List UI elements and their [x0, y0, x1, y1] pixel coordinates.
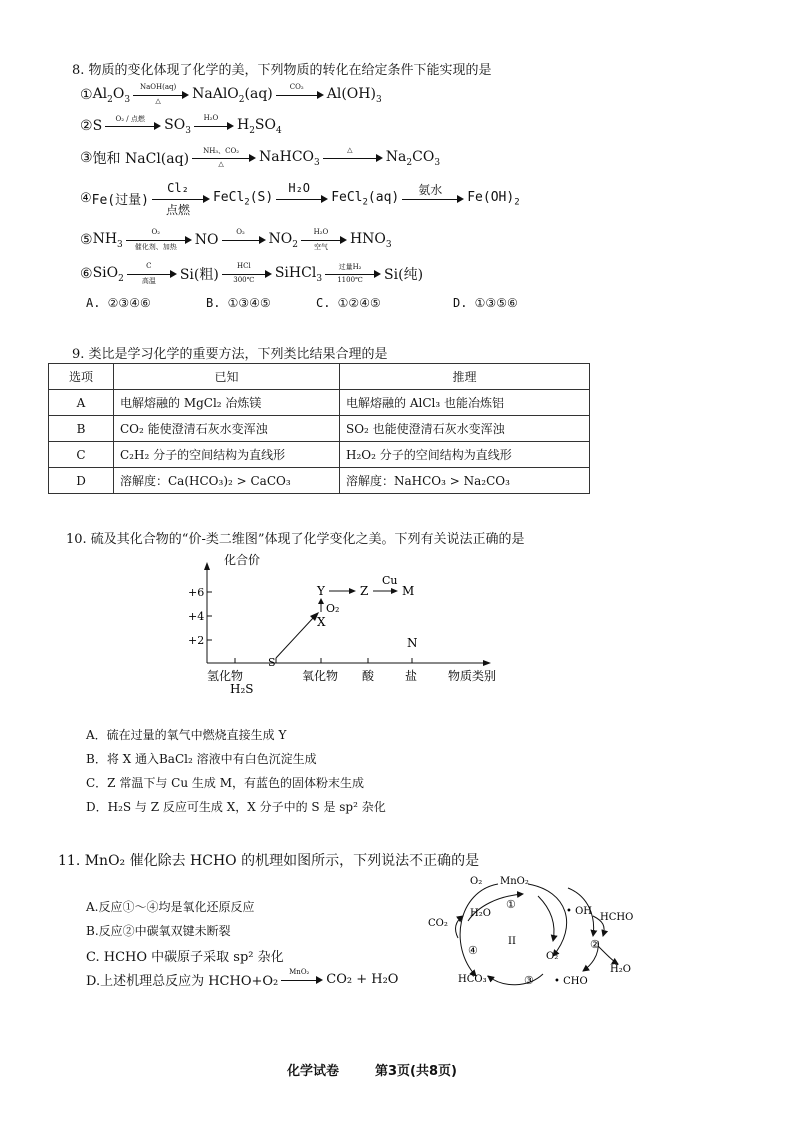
- x-axis-label: 物质类别: [448, 669, 497, 683]
- reaction-arrow: MnO₂: [281, 971, 323, 989]
- label-h2o-right: H₂O: [610, 964, 631, 975]
- reaction-arrow: △: [323, 149, 383, 167]
- y-axis-label: 化合价: [224, 553, 261, 567]
- y-tick: +2: [188, 634, 205, 647]
- point-z: Z: [360, 584, 369, 598]
- q8-reaction-4: ④ Fe(过量) Cl₂ 点燃 FeCl$_2$(S) H₂O FeCl$_2$(aq) 氨水 $Fe(OH)_2$: [80, 180, 520, 217]
- label-hco3: HCO₃⁻: [458, 974, 492, 985]
- step-4: ④: [468, 944, 478, 957]
- table-header-row: [49, 364, 590, 390]
- x-category: 氢化物: [207, 669, 244, 683]
- q8-option-c[interactable]: C. ①②④⑤: [316, 296, 381, 310]
- point-s: S: [268, 656, 276, 669]
- reaction-arrow: H₂O: [276, 190, 328, 208]
- reaction-arrow: NH₃、CO₂ △: [192, 149, 256, 167]
- q11-option-a[interactable]: A.反应①～④均是氧化还原反应: [86, 900, 255, 914]
- q9-stem: 9. 类比是学习化学的重要方法，下列类比结果合理的是: [72, 347, 388, 362]
- cell-known: CO₂ 能使澄清石灰水变浑浊: [114, 416, 340, 442]
- footer-page-number: 第3页(共8页): [375, 1064, 457, 1079]
- cell-option: D: [49, 468, 114, 494]
- label-co2: CO₂: [428, 918, 448, 929]
- point-y: Y: [317, 584, 325, 598]
- reaction-arrow: H₂O 空气: [301, 231, 347, 249]
- q11-option-d[interactable]: [86, 967, 399, 989]
- step-3: ③: [524, 974, 534, 987]
- x-category: 盐: [405, 669, 418, 683]
- step-2: ②: [590, 938, 600, 951]
- x-category: 酸: [362, 669, 375, 683]
- q8-stem: 8. 物质的变化体现了化学的美，下列物质的转化在给定条件下能实现的是: [72, 63, 492, 78]
- label-h2o-left: H₂O: [470, 908, 491, 919]
- reaction-arrow: C 高温: [127, 265, 177, 283]
- cell-known: 电解熔融的 MgCl₂ 冶炼镁: [114, 390, 340, 416]
- q8-option-d[interactable]: D. ①③⑤⑥: [453, 296, 518, 310]
- cell-inference: H₂O₂ 分子的空间结构为直线形: [340, 442, 590, 468]
- reaction-arrow: HCl 300℃: [222, 265, 272, 283]
- label-ii: II: [508, 936, 516, 947]
- reaction-arrow: NaOH(aq) △: [133, 86, 189, 104]
- label-oh: • OH: [566, 906, 592, 917]
- point-h2s: H₂S: [230, 682, 254, 696]
- header-option: 选项: [49, 364, 114, 390]
- table-row: [49, 442, 590, 468]
- cell-inference: SO₂ 也能使澄清石灰水变浑浊: [340, 416, 590, 442]
- x-category: 氧化物: [302, 669, 339, 683]
- point-x: X: [317, 615, 326, 629]
- cell-inference: 电解熔融的 AlCl₃ 也能冶炼铝: [340, 390, 590, 416]
- reaction-arrow: O₂ / 点燃: [105, 117, 161, 135]
- reaction-arrow: H₂O: [194, 117, 234, 135]
- q10-stem: 10. 硫及其化合物的“价-类二维图”体现了化学变化之美。下列有关说法正确的是: [66, 532, 525, 547]
- y-tick: +6: [188, 586, 205, 599]
- cell-inference: 溶解度：NaHCO₃ > Na₂CO₃: [340, 468, 590, 494]
- q8-option-b[interactable]: B. ①③④⑤: [206, 296, 271, 310]
- reaction-arrow: Cl₂ 点燃: [152, 190, 210, 208]
- header-known: 已知: [114, 364, 340, 390]
- q8-reaction-6: ⑥ SiO$_2$ C 高温 Si(粗) HCl 300℃ SiHCl$_3$ 过量H₂ 1100℃ Si(纯): [80, 262, 424, 285]
- table-row: [49, 390, 590, 416]
- cell-option: C: [49, 442, 114, 468]
- q10-option-d[interactable]: D．H₂S 与 Z 反应可生成 X，X 分子中的 S 是 sp² 杂化: [86, 800, 386, 814]
- label-hcho: HCHO: [600, 912, 634, 923]
- y-tick: +4: [188, 610, 205, 623]
- q10-option-b[interactable]: B．将 X 通入BaCl₂ 溶液中有白色沉淀生成: [86, 752, 317, 766]
- q8-reaction-5: ⑤ $NH_3$ O₂ 催化剂、加热 NO O₂ $NO_2$ H₂O 空气 $HNO_3$: [80, 228, 392, 252]
- reaction-arrow: 过量H₂ 1100℃: [325, 265, 381, 283]
- reaction-arrow: 氨水: [402, 190, 464, 208]
- reaction-arrow: O₂: [222, 231, 266, 249]
- q8-reaction-2: ② S O₂ / 点燃 $SO_3$ H₂O $H_2SO_4$: [80, 114, 282, 136]
- arrow-label-o2: O₂: [326, 602, 340, 615]
- q8-reaction-1: [80, 83, 382, 106]
- label-o2-mid: O₂: [546, 951, 559, 962]
- mechanism-cycle-diagram: [418, 866, 650, 994]
- point-n: N: [407, 636, 418, 650]
- step-1: ①: [506, 898, 516, 911]
- footer-title: 化学试卷: [287, 1064, 340, 1079]
- cell-known: 溶解度：Ca(HCO₃)₂ > CaCO₃: [114, 468, 340, 494]
- cell-option: B: [49, 416, 114, 442]
- num: ①: [80, 87, 93, 104]
- q10-option-c[interactable]: C．Z 常温下与 Cu 生成 M，有蓝色的固体粉末生成: [86, 776, 364, 790]
- label-cho: • CHO: [554, 976, 588, 987]
- table-row: [49, 468, 590, 494]
- reaction-arrow: CO₂: [276, 86, 324, 104]
- option-d-text: D.上述机理总反应为 HCHO+O₂: [86, 974, 279, 989]
- q10-option-a[interactable]: A．硫在过量的氧气中燃烧直接生成 Y: [86, 728, 287, 742]
- cell-known: C₂H₂ 分子的空间结构为直线形: [114, 442, 340, 468]
- label-o2: O₂: [470, 876, 483, 887]
- q11-option-b[interactable]: B.反应②中碳氧双键未断裂: [86, 924, 231, 938]
- point-m: M: [402, 584, 415, 598]
- q9-table: [48, 363, 590, 494]
- arrow-label-cu: Cu: [382, 574, 398, 587]
- q11-stem: 11. MnO₂ 催化除去 HCHO 的机理如图所示，下列说法不正确的是: [58, 853, 480, 869]
- cell-option: A: [49, 390, 114, 416]
- valence-class-diagram: [180, 550, 520, 720]
- species: $Al(OH)_3$: [326, 86, 382, 105]
- table-row: [49, 416, 590, 442]
- header-inference: 推理: [340, 364, 590, 390]
- label-mno2: MnO₂: [500, 876, 529, 887]
- q11-option-c[interactable]: C. HCHO 中碳原子采取 sp² 杂化: [86, 950, 284, 965]
- q8-option-a[interactable]: A. ②③④⑥: [86, 296, 151, 310]
- species: NaAlO$_2$(aq): [192, 86, 273, 105]
- option-d-product: CO₂ + H₂O: [326, 972, 399, 987]
- reaction-arrow: O₂ 催化剂、加热: [126, 231, 192, 249]
- q8-reaction-3: ③ 饱和 NaCl(aq) NH₃、CO₂ △ NaHCO$_3$ △ $Na_2CO_3$: [80, 146, 441, 168]
- species: $Al_2O_3$: [92, 86, 131, 105]
